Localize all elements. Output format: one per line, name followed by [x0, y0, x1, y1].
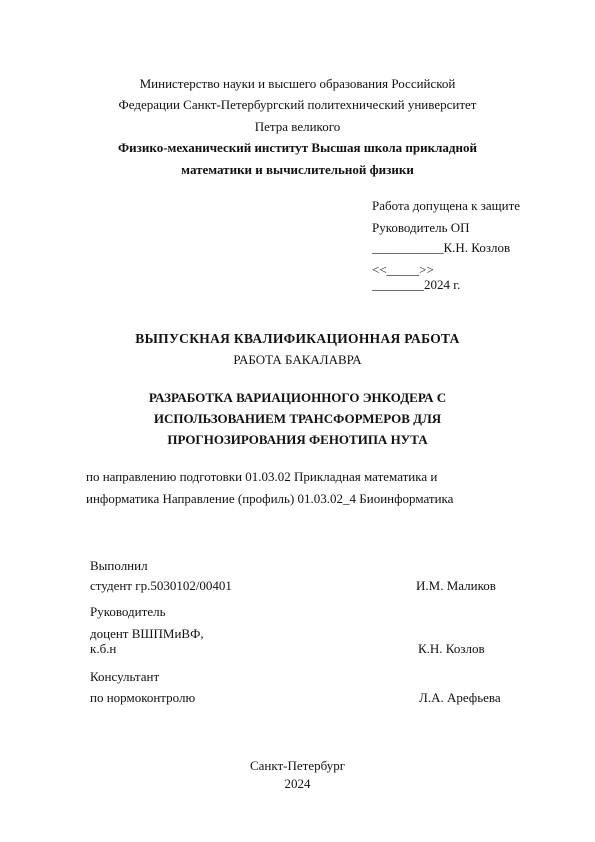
executed-label: Выполнил	[90, 558, 148, 573]
approval-line-4: <<_____>>	[372, 262, 434, 277]
footer-year: 2024	[284, 776, 311, 791]
topic-line-3: ПРОГНОЗИРОВАНИЯ ФЕНОТИПА НУТА	[167, 432, 428, 447]
approval-line-1: Работа допущена к защите	[372, 198, 521, 213]
supervisor-label: Руководитель	[90, 604, 166, 619]
consultant-label: Консультант	[90, 669, 160, 684]
footer-city: Санкт-Петербург	[249, 758, 346, 773]
approval-line-3: ___________К.Н. Козлов	[372, 240, 511, 255]
topic-line-2: ИСПОЛЬЗОВАНИЕМ ТРАНСФОРМЕРОВ ДЛЯ	[153, 411, 442, 426]
ministry-line-1: Министерство науки и высшего образования Российской	[139, 76, 456, 91]
institute-line-1: Физико-механический институт Высшая школа прикладной	[118, 140, 477, 155]
direction-line-2: информатика Направление (профиль) 01.03.02_4 Биоинформатика	[86, 491, 454, 506]
work-type-title: ВЫПУСКНАЯ КВАЛИФИКАЦИОННАЯ РАБОТА	[135, 331, 460, 346]
work-type-subtitle: РАБОТА БАКАЛАВРА	[233, 352, 362, 367]
consultant-name: Л.А. Арефьева	[419, 690, 501, 705]
institute-line-2: математики и вычислительной физики	[181, 162, 414, 177]
ministry-line-3: Петра великого	[254, 119, 341, 134]
approval-line-5: ________2024 г.	[372, 277, 461, 292]
approval-line-2: Руководитель ОП	[372, 220, 470, 235]
supervisor-name: К.Н. Козлов	[418, 641, 485, 656]
topic-line-1: РАЗРАБОТКА ВАРИАЦИОННОГО ЭНКОДЕРА С	[148, 390, 447, 405]
supervisor-position-2: к.б.н	[90, 641, 117, 656]
ministry-line-2: Федерации Санкт-Петербургский политехнический университет	[118, 97, 477, 112]
student-label: студент гр.5030102/00401	[90, 578, 232, 593]
consultant-role: по нормоконтролю	[90, 690, 196, 705]
supervisor-position-1: доцент ВШПМиВФ,	[90, 626, 204, 641]
student-name: И.М. Маликов	[416, 578, 496, 593]
direction-line-1: по направлению подготовки 01.03.02 Прикладная математика и	[86, 469, 438, 484]
